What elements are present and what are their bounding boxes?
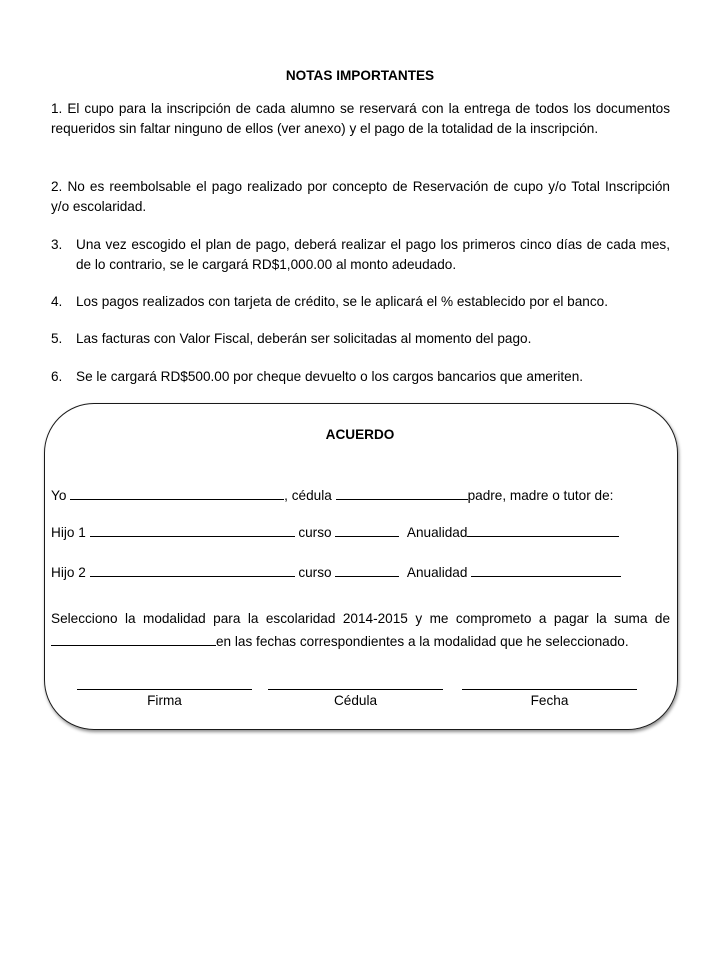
agreement-title: ACUERDO — [325, 427, 395, 442]
cedula-label: , cédula — [284, 488, 332, 503]
note-5-text: Las facturas con Valor Fiscal, deberán ser solicitadas al momento del pago. — [76, 331, 532, 346]
modality-line-2: en las fechas correspondientes a la modalidad que he seleccionado. — [216, 634, 629, 649]
note-6-number: 6. — [51, 369, 63, 384]
modality-line-1: Selecciono la modalidad para la escolaridad 2014-2015 y me comprometo a pagar la suma de — [51, 611, 670, 626]
note-3-text: Una vez escogido el plan de pago, deberá realizar el pago los primeros cinco días de cada mes, de lo contrario, se le cargará RD$1,000.00 al monto adeudado. — [76, 237, 670, 272]
hijo2-line — [51, 562, 621, 580]
hijo1-anualidad-field[interactable] — [467, 522, 619, 537]
hijo1-curso-label: curso — [298, 525, 332, 540]
hijo2-name-field[interactable] — [90, 562, 295, 577]
hijo2-label: Hijo 2 — [51, 565, 86, 580]
cedula-sig-label: Cédula — [333, 693, 378, 708]
modality-statement — [51, 607, 670, 653]
fecha-signature-line[interactable] — [462, 689, 637, 708]
note-4-number: 4. — [51, 294, 63, 309]
note-6-text: Se le cargará RD$500.00 por cheque devuelto o los cargos bancarios que ameriten. — [76, 369, 584, 384]
amount-field[interactable] — [51, 631, 216, 646]
yo-label: Yo — [51, 488, 67, 503]
hijo2-anualidad-field[interactable] — [471, 562, 621, 577]
hijo1-curso-field[interactable] — [335, 522, 399, 537]
page-title: NOTAS IMPORTANTES — [285, 68, 435, 83]
hijo1-line — [51, 522, 619, 540]
note-6 — [51, 367, 670, 387]
hijo2-anualidad-label: Anualidad — [406, 565, 468, 580]
hijo1-name-field[interactable] — [90, 522, 295, 537]
hijo1-anualidad-label: Anualidad — [406, 525, 468, 540]
fecha-label: Fecha — [530, 693, 569, 708]
cedula-signature-line[interactable] — [268, 689, 443, 708]
name-field[interactable] — [70, 485, 284, 500]
note-2: 2. No es reembolsable el pago realizado por concepto de Reservación de cupo y/o Total Inscripción y/o escolaridad. — [51, 179, 670, 214]
yo-line — [51, 485, 613, 503]
note-4 — [51, 292, 670, 312]
note-5 — [51, 329, 670, 349]
firma-signature-line[interactable] — [77, 689, 252, 708]
note-5-number: 5. — [51, 331, 63, 346]
hijo2-curso-field[interactable] — [335, 562, 399, 577]
hijo1-label: Hijo 1 — [51, 525, 86, 540]
note-3 — [51, 235, 670, 275]
note-1: 1. El cupo para la inscripción de cada alumno se reservará con la entrega de todos los documentos requeridos sin faltar ninguno de ellos (ver anexo) y el pago de la totalidad de la inscripción. — [51, 101, 670, 136]
padre-label: padre, madre o tutor de: — [467, 488, 614, 503]
note-4-text: Los pagos realizados con tarjeta de crédito, se le aplicará el % establecido por el banco. — [76, 294, 608, 309]
firma-label: Firma — [147, 693, 182, 708]
cedula-field[interactable] — [336, 485, 468, 500]
note-3-number: 3. — [51, 237, 63, 252]
hijo2-curso-label: curso — [298, 565, 332, 580]
